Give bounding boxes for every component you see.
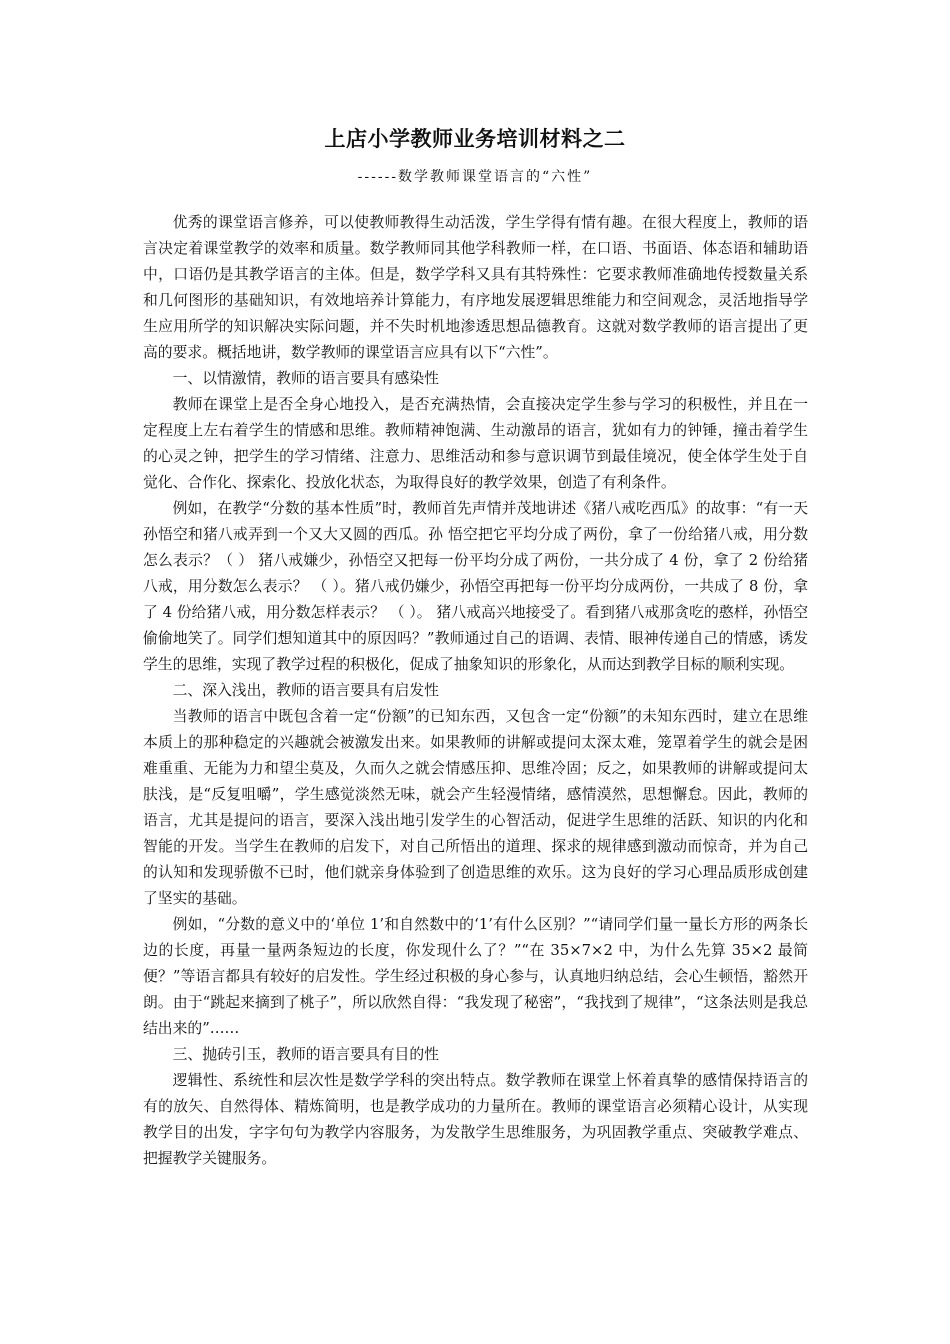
section-1-example-paragraph: 例如，在教学“分数的基本性质”时，教师首先声情并茂地讲述《猪八戒吃西瓜》的故事：“有一天孙悟空和猪八戒弄到一个又大又圆的西瓜。孙 悟空把它平均分成了两份，拿了一份给猪八戒，用分数怎么表示？（ ） 猪八戒嫌少，孙悟空又把每一份平均分成了两份，一共分成了 4 份，拿了 2 份给猪八戒，用分数怎么表示？ （ ）。猪八戒仍嫌少，孙悟空再把每一份平均分成两份，一共成了 8 份，拿了 4 份给猪八戒，用分数怎样表示？ （ ）。 猪八戒高兴地接受了。看到猪八戒那贪吃的憨样，孙悟空偷偷地笑了。同学们想知道其中的原因吗？”教师通过自己的语调、表情、眼神传递自己的情感，诱发学生的思维，实现了教学过程的积极化，促成了抽象知识的形象化，从而达到教学目标的顺利实现。 [143, 500, 808, 673]
document-subtitle: ------数学教师课堂语言的“六性” [357, 169, 593, 185]
section-2-example-paragraph: 例如，“分数的意义中的‘单位 1’和自然数中的‘1’有什么区别？”“请同学们量一量长方形的两条长边的长度，再量一量两条短边的长度，你发现什么了？”“在 35×7×2 中，为什么先算 35×2 最简便？”等语言都具有较好的启发性。学生经过积极的身心参与，认真地归纳总结，会心生顿悟，豁然开朗。由于“跳起来摘到了桃子”，所以欣然自得：“我发现了秘密”，“我找到了规律”，“这条法则是我总结出来的”…… [143, 916, 808, 1037]
intro-paragraph: 优秀的课堂语言修养，可以使教师教得生动活泼，学生学得有情有趣。在很大程度上，教师的语言决定着课堂教学的效率和质量。数学教师同其他学科教师一样，在口语、书面语、体态语和辅助语中，口语仍是其教学语言的主体。但是，数学学科又具有其特殊性：它要求教师准确地传授数量关系和几何图形的基础知识，有效地培养计算能力，有序地发展逻辑思维能力和空间观念，灵活地指导学生应用所学的知识解决实际问题，并不失时机地渗透思想品德教育。这就对数学教师的语言提出了更高的要求。概括地讲，数学教师的课堂语言应具有以下“六性”。 [143, 214, 808, 361]
section-heading-2: 二、深入浅出，教师的语言要具有启发性 [172, 682, 439, 699]
section-heading-3: 三、抛砖引玉，教师的语言要具有目的性 [172, 1046, 439, 1063]
section-3-paragraph: 逻辑性、系统性和层次性是数学学科的突出特点。数学教师在课堂上怀着真挚的感情保持语言的有的放矢、自然得体、精炼简明，也是教学成功的力量所在。教师的课堂语言必须精心设计，从实现教学目的出发，字字句句为教学内容服务，为发散学生思维服务，为巩固教学重点、突破教学难点、把握教学关键服务。 [143, 1072, 808, 1167]
section-1-paragraph: 教师在课堂上是否全身心地投入，是否充满热情，会直接决定学生参与学习的积极性，并且在一定程度上左右着学生的情感和思维。教师精神饱满、生动激昂的语言，犹如有力的钟锤，撞击着学生的心灵之钟，把学生的学习情绪、注意力、思维活动和参与意识调节到最佳境况，使全体学生处于自觉化、合作化、探索化、投放化状态，为取得良好的教学效果，创造了有利条件。 [143, 396, 808, 491]
document-title: 上店小学教师业务培训材料之二 [324, 126, 626, 151]
section-heading-1: 一、以情激情，教师的语言要具有感染性 [172, 370, 439, 387]
document-body [143, 210, 808, 1172]
section-2-paragraph: 当教师的语言中既包含着一定“份额”的已知东西，又包含一定“份额”的未知东西时，建立在思维本质上的那种稳定的兴趣就会被激发出来。如果教师的讲解或提问太深太难，笼罩着学生的就会是困难重重、无能为力和望尘莫及，久而久之就会情感压抑、思维冷固；反之，如果教师的讲解或提问太肤浅，是“反复咀嚼”，学生感觉淡然无味，就会产生轻漫情绪，感情漠然，思想懈怠。因此，教师的语言，尤其是提问的语言，要深入浅出地引发学生的心智活动，促进学生思维的活跃、知识的内化和智能的开发。当学生在教师的启发下，对自己所悟出的道理、探求的规律感到激动而惊奇，并为自己的认知和发现骄傲不已时，他们就亲身体验到了创造思维的欢乐。这为良好的学习心理品质形成创建了坚实的基础。 [143, 708, 808, 907]
